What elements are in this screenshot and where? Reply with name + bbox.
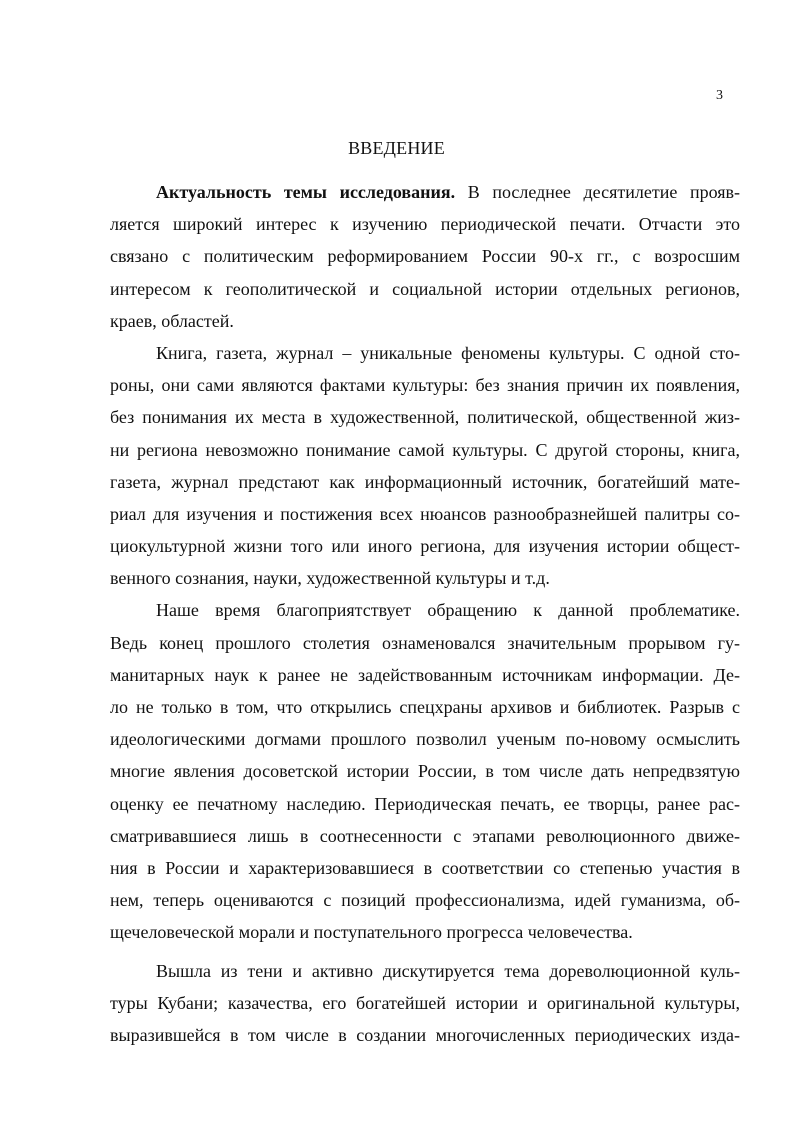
paragraph-3 <box>110 594 740 948</box>
text-line: многие явления досоветской истории России, в том числе дать непредвзятую <box>110 761 740 782</box>
text-line: туры Кубани; казачества, его богатейшей истории и оригинальной культуры, <box>110 992 740 1013</box>
text-line: без понимания их места в художественной, политической, общественной жиз- <box>110 407 740 428</box>
page-number: 3 <box>716 88 723 103</box>
text-line: краев, областей. <box>110 310 234 331</box>
text-line: нем, теперь оцениваются с позиций профессионализма, идей гуманизма, об- <box>110 890 740 911</box>
text-line: роны, они сами являются фактами культуры: без знания причин их появления, <box>110 375 740 396</box>
text-line: интересом к геополитической и социальной истории отдельных регионов, <box>110 278 740 299</box>
text-line: щечеловеческой морали и поступательного прогресса человечества. <box>110 922 633 943</box>
text-line: риал для изучения и постижения всех нюансов разнообразнейшей палитры со- <box>110 503 740 524</box>
text-line: оценку ее печатному наследию. Периодическая печать, ее творцы, ранее рас- <box>110 793 740 814</box>
text-line: идеологическими догмами прошлого позволил ученым по-новому осмыслить <box>110 729 740 750</box>
text-line: выразившейся в том числе в создании многочисленных периодических изда- <box>110 1024 740 1045</box>
text-line: ляется широкий интерес к изучению периодической печати. Отчасти это <box>110 214 740 235</box>
body-text <box>110 176 740 1051</box>
text-line: ло не только в том, что открылись спецхраны архивов и библиотек. Разрыв с <box>110 697 740 717</box>
text-line: Наше время благоприятствует обращению к данной проблематике. <box>156 600 740 621</box>
text-line: сматривавшиеся лишь в соотнесенности с этапами революционного движе- <box>110 825 740 846</box>
text-line: связано с политическим реформированием России 90-х гг., с возросшим <box>110 246 740 267</box>
paragraph-1 <box>110 176 740 337</box>
text-line: ни региона невозможно понимание самой культуры. С другой стороны, книга, <box>110 439 740 460</box>
paragraph-4 <box>110 955 740 1052</box>
text-line: Вышла из тени и активно дискутируется тема дореволюционной куль- <box>156 960 740 981</box>
text-line: газета, журнал предстают как информационный источник, богатейший мате- <box>110 471 740 492</box>
text-line: Ведь конец прошлого столетия ознаменовался значительным прорывом гу- <box>110 632 740 653</box>
text-line: ния в России и характеризовавшиеся в соответствии со степенью участия в <box>110 857 740 878</box>
text-line: Актуальность темы исследования. В последнее десятилетие прояв- <box>156 182 741 202</box>
text-line: венного сознания, науки, художественной культуры и т.д. <box>110 568 550 589</box>
page-title: ВВЕДЕНИЕ <box>348 138 445 158</box>
paragraph-2 <box>110 337 740 595</box>
text-line: Книга, газета, журнал – уникальные феномены культуры. С одной сто- <box>156 342 740 363</box>
text-line: манитарных наук к ранее не задействованным источникам информации. Де- <box>110 664 740 685</box>
bold-lead: Актуальность темы исследования. <box>156 182 456 202</box>
text-line: циокультурной жизни того или иного региона, для изучения истории общест- <box>110 536 740 557</box>
